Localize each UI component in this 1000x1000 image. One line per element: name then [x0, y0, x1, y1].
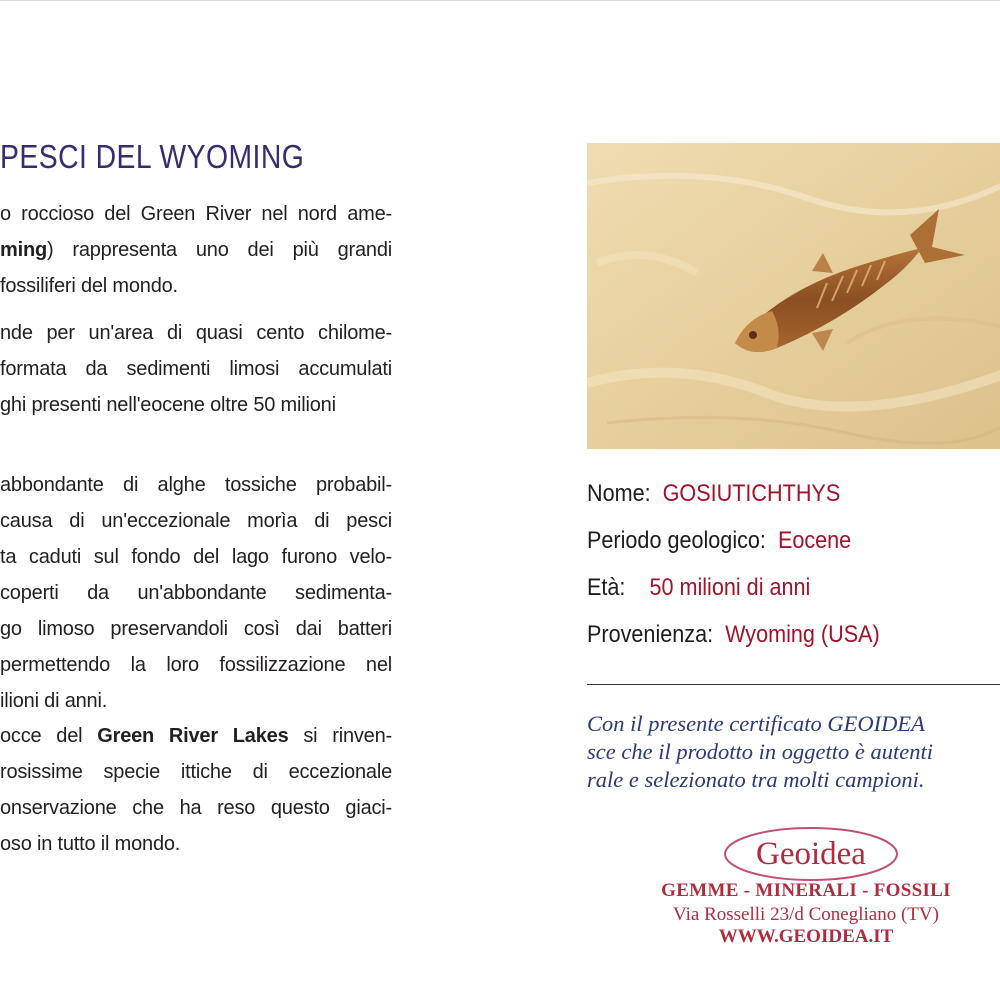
page-title: PESCI DEL WYOMING	[0, 138, 305, 175]
field-name-label: Nome:	[587, 480, 651, 507]
fossil-photo	[587, 143, 1000, 449]
text-line	[0, 467, 392, 503]
text-span: nde per un'area di quasi cento chilome-	[0, 322, 392, 344]
field-period-value: Eocene	[777, 527, 852, 554]
field-period	[587, 523, 851, 559]
certificate-line: rale e selezionato tra molti campioni.	[587, 767, 925, 792]
certificate-line: sce che il prodotto in oggetto è autenti	[587, 739, 933, 764]
fossil-fish-image	[587, 143, 1000, 449]
text-line	[0, 196, 392, 232]
text-span: fossiliferi del mondo.	[0, 275, 178, 297]
text-span: permettendo la loro fossilizzazione nel	[0, 654, 392, 676]
text-line	[0, 718, 392, 754]
text-line	[0, 683, 392, 719]
certificate-line: Con il presente certificato GEOIDEA	[587, 711, 925, 736]
certificate-statement	[587, 710, 1000, 794]
company-logo: Geoidea	[756, 836, 866, 872]
text-line	[0, 503, 392, 539]
field-age	[587, 570, 810, 606]
text-span: formata da sedimenti limosi accumulati	[0, 358, 392, 380]
paragraph-2	[0, 315, 392, 423]
text-span: occe del	[0, 725, 98, 747]
text-span: onservazione che ha reso questo giaci-	[0, 797, 392, 819]
company-website: WWW.GEOIDEA.IT	[718, 926, 894, 947]
text-line	[0, 539, 392, 575]
field-origin	[587, 617, 880, 653]
bold-text: Green River Lakes	[97, 725, 289, 747]
text-span: coperti da un'abbondante sedimenta-	[0, 582, 392, 604]
text-span: abbondante di alghe tossiche probabil-	[0, 474, 392, 496]
text-span: causa di un'eccezionale morìa di pesci	[0, 510, 392, 532]
field-origin-label: Provenienza:	[587, 621, 714, 648]
text-line	[0, 647, 392, 683]
company-address: Via Rosselli 23/d Conegliano (TV)	[673, 904, 939, 925]
text-line	[0, 611, 392, 647]
text-span: go limoso preservandoli così dai batteri	[0, 618, 392, 640]
company-tagline: GEMME - MINERALI - FOSSILI	[661, 880, 951, 901]
text-line	[0, 232, 392, 268]
bold-text: ming	[0, 239, 47, 261]
text-line	[0, 268, 392, 304]
text-span: o roccioso del Green River nel nord ame-	[0, 203, 392, 225]
text-line	[0, 315, 392, 351]
field-period-label: Periodo geologico:	[587, 527, 766, 554]
text-line	[0, 351, 392, 387]
text-line	[0, 790, 392, 826]
field-name	[587, 476, 840, 512]
paragraph-1	[0, 196, 392, 304]
paragraph-4	[0, 718, 392, 862]
text-line	[0, 575, 392, 611]
field-age-value: 50 milioni di anni	[649, 574, 811, 601]
divider	[587, 684, 1000, 685]
text-line	[0, 754, 392, 790]
text-span: ta caduti sul fondo del lago furono velo-	[0, 546, 392, 568]
paragraph-3	[0, 467, 392, 719]
text-span: ghi presenti nell'eocene oltre 50 milioni	[0, 394, 336, 416]
text-span: rosissime specie ittiche di eccezionale	[0, 761, 392, 783]
field-age-label: Età:	[587, 574, 626, 601]
field-origin-value: Wyoming (USA)	[725, 621, 880, 648]
text-span: oso in tutto il mondo.	[0, 833, 181, 855]
text-span: ilioni di anni.	[0, 690, 108, 712]
text-span: ) rappresenta uno dei più grandi	[46, 239, 392, 261]
text-span: si rinven-	[288, 725, 392, 747]
top-border	[0, 0, 1000, 1]
field-name-value: GOSIUTICHTHYS	[662, 480, 841, 507]
text-line	[0, 387, 392, 423]
text-line	[0, 826, 392, 862]
